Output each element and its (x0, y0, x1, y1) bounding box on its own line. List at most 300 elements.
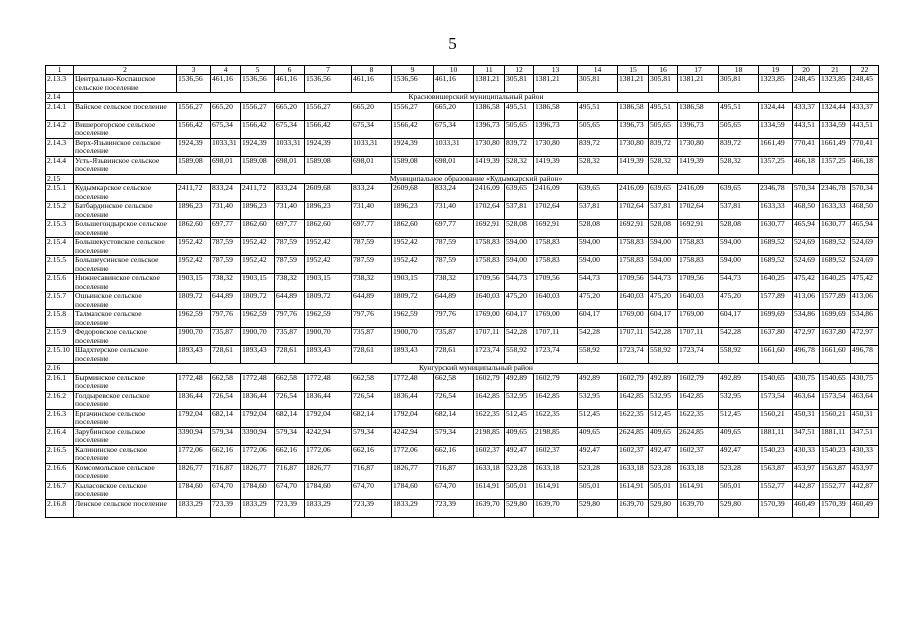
value-cell: 544,73 (719, 274, 759, 292)
row-code: 2.14.4 (46, 156, 74, 174)
value-cell: 1924,39 (392, 138, 434, 156)
value-cell: 1642,85 (534, 391, 578, 409)
value-cell: 1826,77 (392, 463, 434, 481)
value-cell: 594,00 (719, 256, 759, 274)
value-cell: 787,59 (352, 256, 392, 274)
value-cell: 529,80 (719, 499, 759, 517)
table-row (46, 138, 879, 156)
settlement-name: Бырминское сельское поселение (74, 373, 177, 391)
settlement-name: Ошьинское сельское поселение (74, 292, 177, 310)
value-cell: 770,41 (793, 138, 820, 156)
value-cell: 492,47 (719, 445, 759, 463)
value-cell: 1642,85 (618, 391, 649, 409)
value-cell: 528,32 (505, 156, 534, 174)
value-cell: 1893,43 (241, 346, 275, 364)
section-title: Кунгурский муниципальный район (74, 364, 879, 373)
value-cell: 833,24 (434, 184, 474, 202)
value-cell: 1556,27 (241, 102, 275, 120)
table-row (46, 481, 879, 499)
value-cell: 512,45 (578, 409, 618, 427)
value-cell: 787,59 (211, 256, 241, 274)
value-cell: 1896,23 (392, 202, 434, 220)
value-cell: 1826,77 (305, 463, 352, 481)
value-cell: 1602,79 (474, 373, 505, 391)
value-cell: 716,87 (434, 463, 474, 481)
value-cell: 1723,74 (618, 346, 649, 364)
value-cell: 665,20 (211, 102, 241, 120)
value-cell: 461,16 (434, 75, 474, 93)
value-cell: 1836,44 (392, 391, 434, 409)
value-cell: 1639,70 (474, 499, 505, 517)
value-cell: 528,08 (649, 220, 678, 238)
value-cell: 1758,83 (474, 256, 505, 274)
table-row (46, 75, 879, 93)
value-cell: 1862,60 (305, 220, 352, 238)
value-cell: 839,72 (505, 138, 534, 156)
value-cell: 1833,29 (392, 499, 434, 517)
row-code: 2.16.7 (46, 481, 74, 499)
value-cell: 1769,00 (678, 310, 719, 328)
section-code: 2.14 (46, 93, 74, 102)
value-cell: 735,87 (352, 328, 392, 346)
value-cell: 2411,72 (241, 184, 275, 202)
value-cell: 537,81 (719, 202, 759, 220)
value-cell: 4242,94 (305, 427, 352, 445)
value-cell: 528,32 (649, 156, 678, 174)
value-cell: 523,28 (719, 463, 759, 481)
value-cell: 1730,80 (534, 138, 578, 156)
value-cell: 1709,56 (474, 274, 505, 292)
value-cell: 433,37 (851, 102, 879, 120)
value-cell: 1826,77 (241, 463, 275, 481)
value-cell: 1622,35 (678, 409, 719, 427)
value-cell: 1924,39 (305, 138, 352, 156)
value-cell: 347,51 (793, 427, 820, 445)
value-cell: 697,77 (211, 220, 241, 238)
value-cell: 644,89 (211, 292, 241, 310)
value-cell: 542,28 (649, 328, 678, 346)
value-cell: 1614,91 (474, 481, 505, 499)
value-cell: 1556,27 (392, 102, 434, 120)
value-cell: 2346,78 (759, 184, 793, 202)
value-cell: 1702,64 (474, 202, 505, 220)
value-cell: 1570,39 (820, 499, 851, 517)
value-cell: 475,20 (649, 292, 678, 310)
value-cell: 466,18 (793, 156, 820, 174)
value-cell: 534,86 (793, 310, 820, 328)
row-code: 2.16.1 (46, 373, 74, 391)
value-cell: 495,51 (649, 102, 678, 120)
settlement-name: Усть-Язьвинское сельское поселение (74, 156, 177, 174)
value-cell: 1809,72 (177, 292, 211, 310)
value-cell: 662,58 (434, 373, 474, 391)
value-cell: 604,17 (578, 310, 618, 328)
value-cell: 698,01 (434, 156, 474, 174)
value-cell: 604,17 (505, 310, 534, 328)
section-title: Красновишерский муниципальный район (74, 93, 879, 102)
settlement-name: Талмазское сельское поселение (74, 310, 177, 328)
value-cell: 1323,85 (820, 75, 851, 93)
settlement-name: Голдыревское сельское поселение (74, 391, 177, 409)
value-cell: 492,89 (578, 373, 618, 391)
column-header: 20 (793, 66, 820, 75)
table-row (46, 328, 879, 346)
value-cell: 1396,73 (534, 120, 578, 138)
row-code: 2.16.8 (46, 499, 74, 517)
value-cell: 1573,54 (759, 391, 793, 409)
row-code: 2.16.6 (46, 463, 74, 481)
value-cell: 579,34 (275, 427, 305, 445)
value-cell: 839,72 (649, 138, 678, 156)
value-cell: 430,33 (851, 445, 879, 463)
value-cell: 1419,39 (474, 156, 505, 174)
value-cell: 475,42 (851, 274, 879, 292)
value-cell: 3390,94 (241, 427, 275, 445)
value-cell: 1792,04 (392, 409, 434, 427)
value-cell: 1577,89 (820, 292, 851, 310)
value-cell: 1334,59 (759, 120, 793, 138)
value-cell: 594,00 (505, 238, 534, 256)
value-cell: 409,65 (505, 427, 534, 445)
value-cell: 2416,09 (534, 184, 578, 202)
value-cell: 1536,56 (392, 75, 434, 93)
value-cell: 1560,21 (820, 409, 851, 427)
table-row (46, 184, 879, 202)
settlement-name: Большегондырское сельское поселение (74, 220, 177, 238)
value-cell: 1602,37 (534, 445, 578, 463)
value-cell: 492,47 (649, 445, 678, 463)
column-header: 21 (820, 66, 851, 75)
section-code: 2.16 (46, 364, 74, 373)
value-cell: 3390,94 (177, 427, 211, 445)
value-cell: 1642,85 (678, 391, 719, 409)
value-cell: 544,73 (505, 274, 534, 292)
value-cell: 1692,91 (678, 220, 719, 238)
value-cell: 1952,42 (177, 238, 211, 256)
table-row (46, 391, 879, 409)
column-header: 19 (759, 66, 793, 75)
value-cell: 1566,42 (177, 120, 211, 138)
row-code: 2.14.2 (46, 120, 74, 138)
value-cell: 1689,52 (759, 256, 793, 274)
value-cell: 1563,87 (820, 463, 851, 481)
value-cell: 716,87 (275, 463, 305, 481)
value-cell: 1381,21 (534, 75, 578, 93)
value-cell: 1772,48 (305, 373, 352, 391)
value-cell: 1563,87 (759, 463, 793, 481)
value-cell: 639,65 (505, 184, 534, 202)
value-cell: 492,89 (649, 373, 678, 391)
value-cell: 1602,79 (678, 373, 719, 391)
value-cell: 723,39 (352, 499, 392, 517)
value-cell: 532,95 (719, 391, 759, 409)
value-cell: 305,81 (505, 75, 534, 93)
value-cell: 1707,11 (618, 328, 649, 346)
value-cell: 738,32 (434, 274, 474, 292)
row-code: 2.16.3 (46, 409, 74, 427)
value-cell: 1381,21 (618, 75, 649, 93)
value-cell: 787,59 (434, 238, 474, 256)
value-cell: 450,31 (793, 409, 820, 427)
value-cell: 1702,64 (678, 202, 719, 220)
value-cell: 1630,77 (820, 220, 851, 238)
value-cell: 544,73 (649, 274, 678, 292)
value-cell: 430,33 (793, 445, 820, 463)
value-cell: 604,17 (649, 310, 678, 328)
value-cell: 1707,11 (678, 328, 719, 346)
value-cell: 731,40 (211, 202, 241, 220)
value-cell: 594,00 (719, 238, 759, 256)
value-cell: 537,81 (578, 202, 618, 220)
value-cell: 1758,83 (474, 238, 505, 256)
value-cell: 797,76 (211, 310, 241, 328)
column-header: 15 (618, 66, 649, 75)
value-cell: 1602,37 (618, 445, 649, 463)
value-cell: 544,73 (578, 274, 618, 292)
value-cell: 1661,49 (759, 138, 793, 156)
value-cell: 537,81 (649, 202, 678, 220)
value-cell: 1730,80 (678, 138, 719, 156)
column-header: 17 (678, 66, 719, 75)
value-cell: 787,59 (434, 256, 474, 274)
value-cell: 558,92 (649, 346, 678, 364)
value-cell: 1622,35 (474, 409, 505, 427)
value-cell: 1324,44 (820, 102, 851, 120)
value-cell: 2609,68 (305, 184, 352, 202)
column-header: 14 (578, 66, 618, 75)
value-cell: 1637,80 (759, 328, 793, 346)
value-cell: 505,65 (505, 120, 534, 138)
value-cell: 787,59 (275, 238, 305, 256)
row-code: 2.15.4 (46, 238, 74, 256)
value-cell: 460,49 (851, 499, 879, 517)
value-cell: 1633,18 (678, 463, 719, 481)
value-cell: 1536,56 (241, 75, 275, 93)
value-cell: 1552,77 (759, 481, 793, 499)
value-cell: 463,64 (793, 391, 820, 409)
value-cell: 1809,72 (305, 292, 352, 310)
value-cell: 682,14 (275, 409, 305, 427)
value-cell: 1540,23 (759, 445, 793, 463)
value-cell: 1792,04 (241, 409, 275, 427)
value-cell: 1833,29 (177, 499, 211, 517)
table-row (46, 238, 879, 256)
value-cell: 682,14 (211, 409, 241, 427)
value-cell: 1630,77 (759, 220, 793, 238)
value-cell: 512,45 (505, 409, 534, 427)
value-cell: 723,39 (434, 499, 474, 517)
column-header: 11 (474, 66, 505, 75)
value-cell: 1536,56 (305, 75, 352, 93)
value-cell: 731,40 (434, 202, 474, 220)
value-cell: 1758,83 (534, 256, 578, 274)
settlement-name: Большекустовское сельское поселение (74, 238, 177, 256)
value-cell: 675,34 (352, 120, 392, 138)
value-cell: 1772,48 (177, 373, 211, 391)
value-cell: 639,65 (578, 184, 618, 202)
value-cell: 472,97 (851, 328, 879, 346)
value-cell: 1784,60 (392, 481, 434, 499)
value-cell: 1419,39 (678, 156, 719, 174)
section-row (46, 93, 879, 102)
settlement-name: Кудымкарское сельское поселение (74, 184, 177, 202)
value-cell: 1419,39 (618, 156, 649, 174)
value-cell: 305,81 (719, 75, 759, 93)
value-cell: 726,54 (434, 391, 474, 409)
table-row (46, 346, 879, 364)
row-code: 2.15.2 (46, 202, 74, 220)
table-row (46, 156, 879, 174)
value-cell: 528,32 (719, 156, 759, 174)
value-cell: 409,65 (649, 427, 678, 445)
value-cell: 1622,35 (618, 409, 649, 427)
value-cell: 1614,91 (534, 481, 578, 499)
value-cell: 1952,42 (241, 238, 275, 256)
value-cell: 1640,03 (474, 292, 505, 310)
value-cell: 662,58 (211, 373, 241, 391)
value-cell: 570,34 (851, 184, 879, 202)
value-cell: 512,45 (719, 409, 759, 427)
row-code: 2.14.3 (46, 138, 74, 156)
value-cell: 797,76 (352, 310, 392, 328)
value-cell: 787,59 (352, 238, 392, 256)
value-cell: 644,89 (275, 292, 305, 310)
value-cell: 697,77 (352, 220, 392, 238)
column-header: 10 (434, 66, 474, 75)
value-cell: 1952,42 (177, 256, 211, 274)
settlement-name: Верх-Язьвинское сельское поселение (74, 138, 177, 156)
value-cell: 305,81 (578, 75, 618, 93)
value-cell: 492,89 (505, 373, 534, 391)
value-cell: 1772,06 (392, 445, 434, 463)
value-cell: 1769,00 (474, 310, 505, 328)
value-cell: 461,16 (275, 75, 305, 93)
value-cell: 1566,42 (392, 120, 434, 138)
row-code: 2.15.6 (46, 274, 74, 292)
value-cell: 542,28 (578, 328, 618, 346)
settlement-name: Нижнесавинское сельское поселение (74, 274, 177, 292)
value-cell: 1758,83 (618, 238, 649, 256)
value-cell: 1758,83 (678, 238, 719, 256)
column-header: 16 (649, 66, 678, 75)
value-cell: 662,16 (275, 445, 305, 463)
value-cell: 735,87 (434, 328, 474, 346)
table-row (46, 427, 879, 445)
value-cell: 1633,18 (534, 463, 578, 481)
column-header: 4 (211, 66, 241, 75)
value-cell: 523,28 (505, 463, 534, 481)
table-row (46, 499, 879, 517)
value-cell: 1900,70 (305, 328, 352, 346)
value-cell: 475,20 (505, 292, 534, 310)
value-cell: 1833,29 (241, 499, 275, 517)
value-cell: 1577,89 (759, 292, 793, 310)
value-cell: 1809,72 (241, 292, 275, 310)
value-cell: 579,34 (434, 427, 474, 445)
value-cell: 496,78 (793, 346, 820, 364)
value-cell: 558,92 (578, 346, 618, 364)
value-cell: 570,34 (793, 184, 820, 202)
value-cell: 1952,42 (392, 256, 434, 274)
value-cell: 833,24 (352, 184, 392, 202)
value-cell: 1896,23 (305, 202, 352, 220)
value-cell: 524,69 (793, 238, 820, 256)
value-cell: 1633,33 (820, 202, 851, 220)
value-cell: 1633,33 (759, 202, 793, 220)
value-cell: 1962,59 (392, 310, 434, 328)
value-cell: 674,70 (434, 481, 474, 499)
column-header: 6 (275, 66, 305, 75)
value-cell: 1862,60 (241, 220, 275, 238)
table-row (46, 120, 879, 138)
value-cell: 529,80 (649, 499, 678, 517)
settlement-name: Центрально-Коспашское сельское поселение (74, 75, 177, 93)
value-cell: 1903,15 (305, 274, 352, 292)
value-cell: 1730,80 (618, 138, 649, 156)
value-cell: 505,01 (719, 481, 759, 499)
value-cell: 442,87 (793, 481, 820, 499)
value-cell: 1633,18 (618, 463, 649, 481)
value-cell: 465,94 (793, 220, 820, 238)
value-cell: 1792,04 (177, 409, 211, 427)
value-cell: 495,51 (719, 102, 759, 120)
value-cell: 662,16 (352, 445, 392, 463)
value-cell: 697,77 (434, 220, 474, 238)
value-cell: 2416,09 (618, 184, 649, 202)
value-cell: 1589,08 (177, 156, 211, 174)
value-cell: 1033,31 (275, 138, 305, 156)
value-cell: 1784,60 (177, 481, 211, 499)
tariff-table (45, 65, 879, 518)
value-cell: 542,28 (719, 328, 759, 346)
value-cell: 1602,37 (678, 445, 719, 463)
value-cell: 728,61 (211, 346, 241, 364)
value-cell: 542,28 (505, 328, 534, 346)
value-cell: 1692,91 (618, 220, 649, 238)
value-cell: 528,08 (578, 220, 618, 238)
value-cell: 1903,15 (241, 274, 275, 292)
table-row (46, 274, 879, 292)
value-cell: 1730,80 (474, 138, 505, 156)
row-code: 2.15.9 (46, 328, 74, 346)
row-code: 2.15.8 (46, 310, 74, 328)
value-cell: 1033,31 (211, 138, 241, 156)
settlement-name: Вайское сельское поселение (74, 102, 177, 120)
settlement-name: Шадхтерское сельское поселение (74, 346, 177, 364)
value-cell: 1952,42 (305, 256, 352, 274)
value-cell: 1893,43 (392, 346, 434, 364)
value-cell: 1709,56 (678, 274, 719, 292)
value-cell: 1661,60 (759, 346, 793, 364)
value-cell: 1334,59 (820, 120, 851, 138)
value-cell: 1833,29 (305, 499, 352, 517)
value-cell: 523,28 (649, 463, 678, 481)
value-cell: 1560,21 (759, 409, 793, 427)
value-cell: 453,97 (851, 463, 879, 481)
value-cell: 682,14 (434, 409, 474, 427)
value-cell: 1386,58 (678, 102, 719, 120)
value-cell: 1881,11 (759, 427, 793, 445)
value-cell: 1962,59 (177, 310, 211, 328)
value-cell: 1723,74 (474, 346, 505, 364)
column-header: 12 (505, 66, 534, 75)
table-row (46, 310, 879, 328)
value-cell: 496,78 (851, 346, 879, 364)
value-cell: 430,75 (851, 373, 879, 391)
value-cell: 1709,56 (618, 274, 649, 292)
value-cell: 1709,56 (534, 274, 578, 292)
value-cell: 1962,59 (305, 310, 352, 328)
